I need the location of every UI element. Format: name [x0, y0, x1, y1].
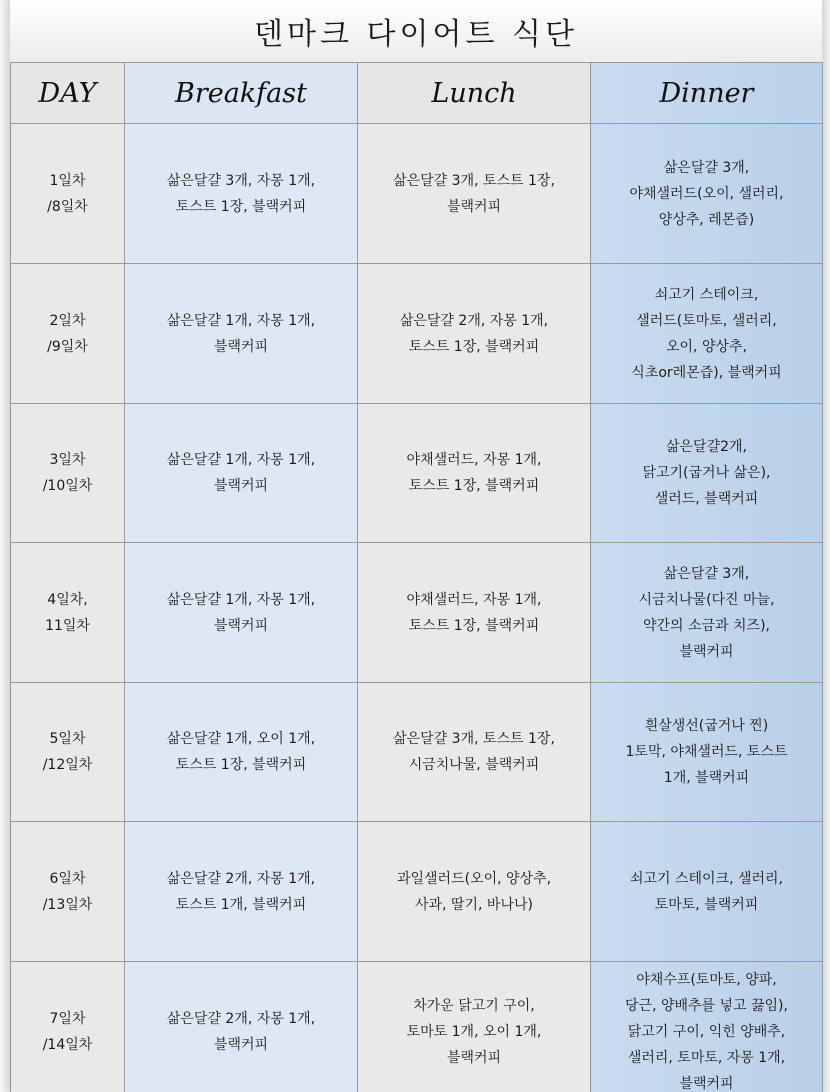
lunch-cell: 삶은달걀 3개, 토스트 1장, 블랙커피 [358, 124, 591, 264]
table-row [11, 962, 823, 1092]
diet-table [10, 62, 823, 1092]
dinner-cell: 흰살생선(굽거나 찐) 1토막, 야채샐러드, 토스트 1개, 블랙커피 [591, 683, 823, 822]
breakfast-cell: 삶은달걀 1개, 자몽 1개, 블랙커피 [125, 404, 358, 543]
dinner-cell: 삶은달걀 3개, 시금치나물(다진 마늘, 약간의 소금과 치즈), 블랙커피 [591, 543, 823, 683]
day-cell: 6일차 /13일차 [11, 822, 125, 962]
dinner-cell: 야채수프(토마토, 양파, 당근, 양배추를 넣고 끓임), 닭고기 구이, 익힌 양배추, 샐러리, 토마토, 자몽 1개, 블랙커피 [591, 962, 823, 1092]
day-cell: 3일차 /10일차 [11, 404, 125, 543]
table-row [11, 264, 823, 404]
header-lunch: Lunch [358, 63, 591, 124]
day-cell: 4일차, 11일차 [11, 543, 125, 683]
table-row [11, 822, 823, 962]
header-dinner: Dinner [591, 63, 823, 124]
breakfast-cell: 삶은달걀 1개, 자몽 1개, 블랙커피 [125, 543, 358, 683]
breakfast-cell: 삶은달걀 1개, 자몽 1개, 블랙커피 [125, 264, 358, 404]
header-row [11, 63, 823, 124]
day-cell: 5일차 /12일차 [11, 683, 125, 822]
table-row [11, 683, 823, 822]
day-cell: 2일차 /9일차 [11, 264, 125, 404]
lunch-cell: 삶은달걀 3개, 토스트 1장, 시금치나물, 블랙커피 [358, 683, 591, 822]
lunch-cell: 과일샐러드(오이, 양상추, 사과, 딸기, 바나나) [358, 822, 591, 962]
lunch-cell: 삶은달걀 2개, 자몽 1개, 토스트 1장, 블랙커피 [358, 264, 591, 404]
breakfast-cell: 삶은달걀 1개, 오이 1개, 토스트 1장, 블랙커피 [125, 683, 358, 822]
dinner-cell: 쇠고기 스테이크, 샐러리, 토마토, 블랙커피 [591, 822, 823, 962]
table-row [11, 124, 823, 264]
page-title: 덴마크 다이어트 식단 [10, 0, 822, 62]
table-row [11, 404, 823, 543]
lunch-cell: 야채샐러드, 자몽 1개, 토스트 1장, 블랙커피 [358, 404, 591, 543]
lunch-cell: 차가운 닭고기 구이, 토마토 1개, 오이 1개, 블랙커피 [358, 962, 591, 1092]
day-cell: 7일차 /14일차 [11, 962, 125, 1092]
dinner-cell: 삶은달걀 3개, 야채샐러드(오이, 샐러리, 양상추, 레몬즙) [591, 124, 823, 264]
lunch-cell: 야채샐러드, 자몽 1개, 토스트 1장, 블랙커피 [358, 543, 591, 683]
dinner-cell: 삶은달걀2개, 닭고기(굽거나 삶은), 샐러드, 블랙커피 [591, 404, 823, 543]
dinner-cell: 쇠고기 스테이크, 샐러드(토마토, 샐러리, 오이, 양상추, 식초or레몬즙), 블랙커피 [591, 264, 823, 404]
breakfast-cell: 삶은달걀 3개, 자몽 1개, 토스트 1장, 블랙커피 [125, 124, 358, 264]
breakfast-cell: 삶은달걀 2개, 자몽 1개, 토스트 1개, 블랙커피 [125, 822, 358, 962]
day-cell: 1일차 /8일차 [11, 124, 125, 264]
table-row [11, 543, 823, 683]
header-day: DAY [11, 63, 125, 124]
header-breakfast: Breakfast [125, 63, 358, 124]
breakfast-cell: 삶은달걀 2개, 자몽 1개, 블랙커피 [125, 962, 358, 1092]
